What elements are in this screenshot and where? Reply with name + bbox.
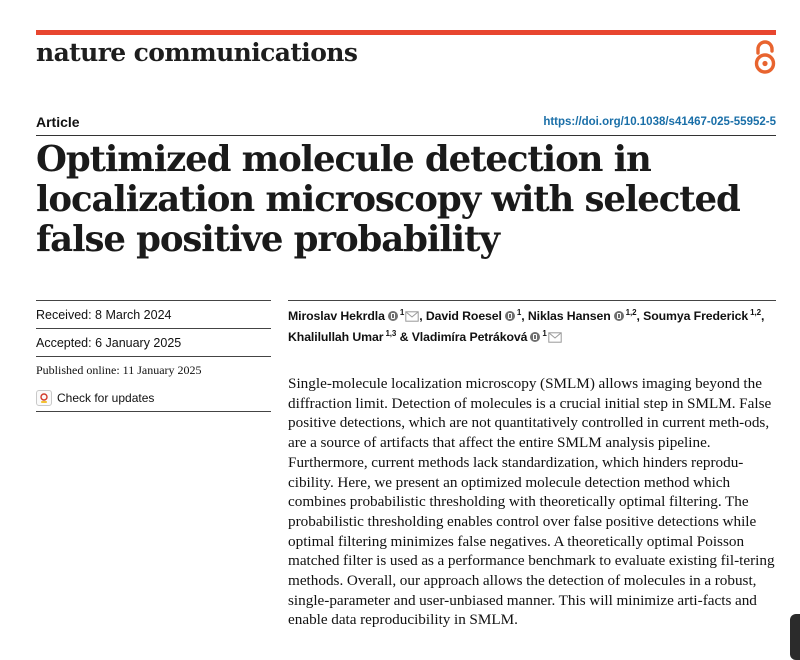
received-date: Received: 8 March 2024: [36, 307, 172, 322]
author-affiliation: 1: [399, 308, 405, 317]
author-name[interactable]: Soumya Frederick: [643, 309, 749, 323]
author-affiliation: 1,2: [750, 308, 761, 317]
abstract-text: Single-molecule localization microscopy (SMLM) allows imaging beyond the diffraction limit. Detection of molecules is a crucial initial step in SMLM. False positive detections, which are not quantitatively controlled in current meth-ods, are a source of artifacts that affect the entire SMLM analysis pipeline. Furthermore, current methods lack standardization, which hinders reprodu-cibility. Here, we present an optimized molecule detection method which combines probabilistic thresholding with theoretically optimal filtering. The probabilistic thresholding enables control over false positive detections while optimal filtering minimizes false negatives. A theoretically optimal Poisson matched filter is used as a performance benchmark to evaluate existing fil-tering methods. Overall, our approach allows the detection of molecules in a robust, single-parameter and user-unbiased manner. This will minimize arti-facts and enable data reproducibility in SMLM.: [288, 375, 775, 629]
authors-divider: [288, 300, 776, 301]
author-separator: ,: [521, 309, 528, 323]
scrollbar[interactable]: [790, 614, 800, 660]
author-name[interactable]: David Roesel: [425, 309, 502, 323]
author-separator: ,: [419, 309, 426, 323]
check-updates-label: Check for updates: [57, 390, 155, 405]
author-name[interactable]: Miroslav Hekrdla: [288, 309, 385, 323]
author-name[interactable]: Niklas Hansen: [527, 309, 611, 323]
orcid-icon[interactable]: [530, 332, 540, 342]
author-separator: &: [396, 330, 412, 344]
author-affiliation: 1: [542, 329, 547, 338]
author-affiliation: 1,3: [385, 329, 397, 338]
author-separator: ,: [636, 309, 644, 323]
author-list: [288, 304, 780, 346]
mail-icon[interactable]: [548, 332, 562, 343]
open-access-icon[interactable]: [752, 39, 778, 75]
author-name[interactable]: Khalilullah Umar: [288, 330, 384, 344]
article-title: Optimized molecule detection in localization microscopy with selected false positive probability: [36, 139, 740, 260]
orcid-icon[interactable]: [614, 311, 624, 321]
author-affiliation: 1: [516, 308, 522, 317]
journal-name[interactable]: nature communications: [36, 38, 358, 67]
author-separator: ,: [760, 309, 765, 323]
mail-icon[interactable]: [405, 311, 419, 322]
author-name[interactable]: Vladimíra Petráková: [411, 330, 528, 344]
check-for-updates-link[interactable]: [36, 384, 271, 411]
article-dates: [36, 300, 271, 412]
divider: [36, 411, 271, 412]
article-type-label: Article: [36, 114, 80, 130]
published-date: Published online: 11 January 2025: [36, 363, 202, 377]
orcid-icon[interactable]: [505, 311, 515, 321]
author-affiliation: 1,2: [625, 308, 637, 317]
doi-link[interactable]: https://doi.org/10.1038/s41467-025-55952-5: [543, 116, 776, 128]
header-divider: [36, 135, 776, 136]
accepted-date: Accepted: 6 January 2025: [36, 335, 182, 350]
brand-bar: [36, 30, 776, 35]
check-updates-icon: [36, 390, 52, 406]
orcid-icon[interactable]: [388, 311, 398, 321]
